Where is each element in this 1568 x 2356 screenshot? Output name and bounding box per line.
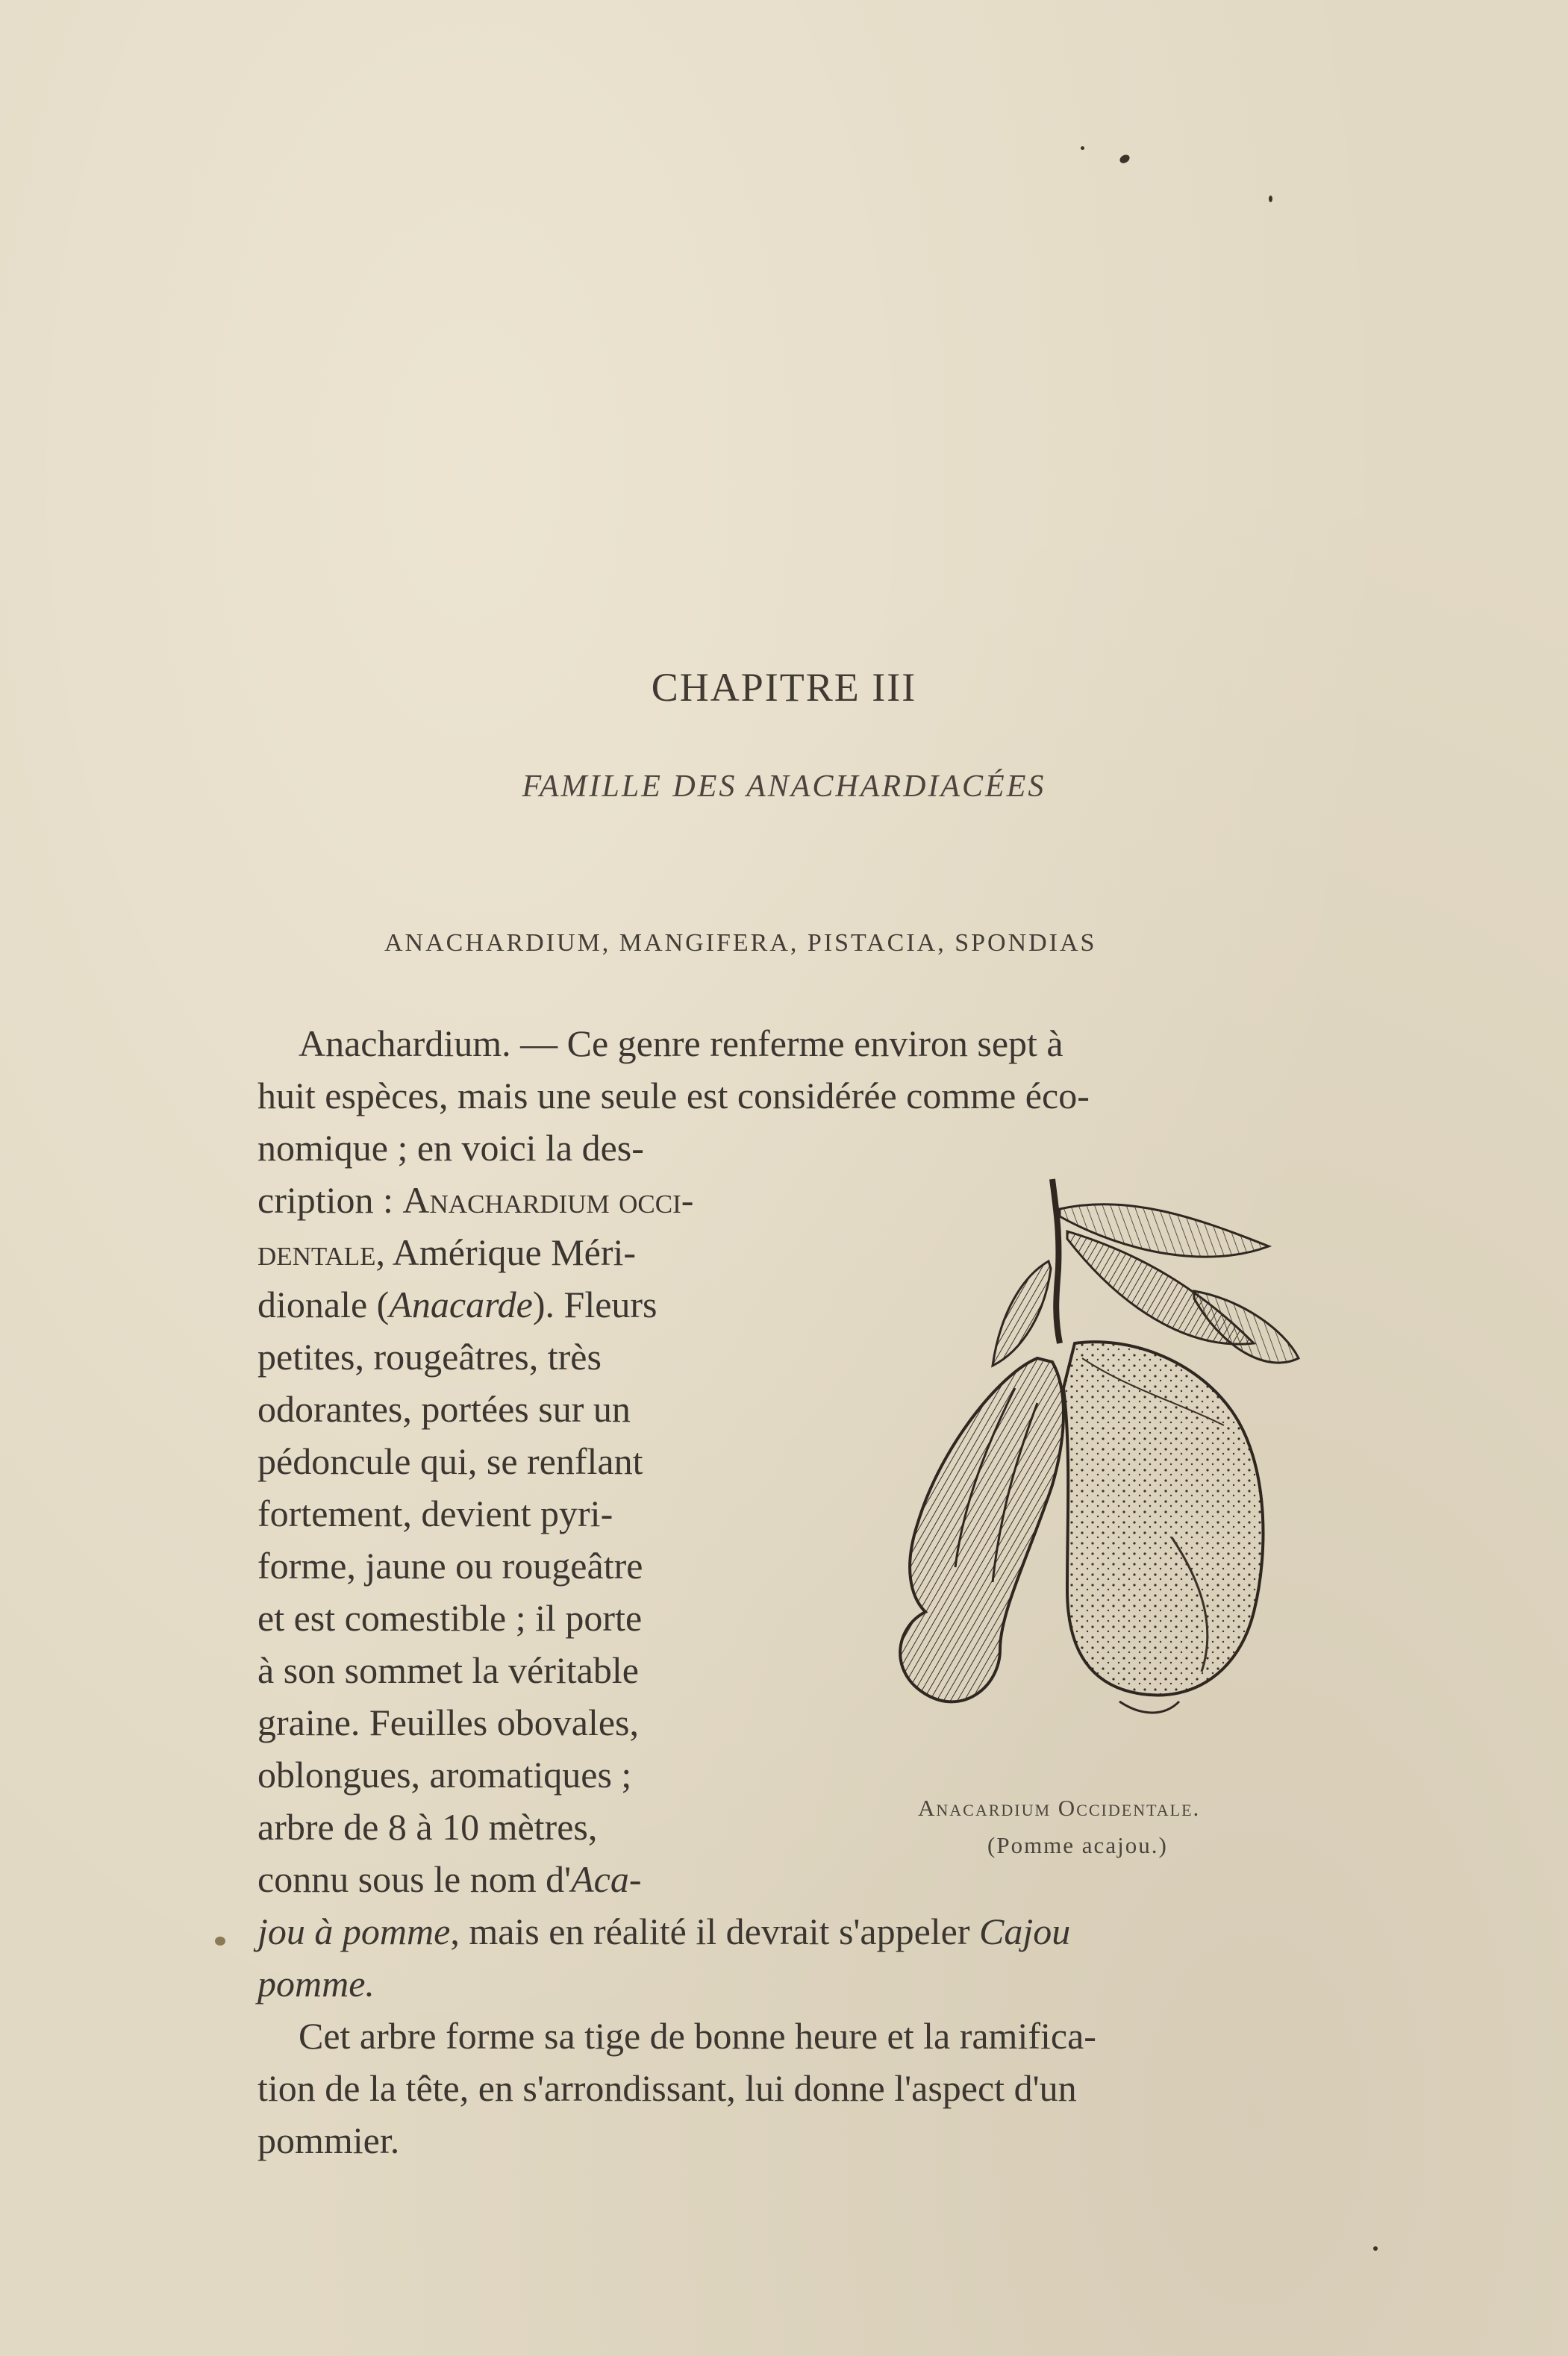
text-line: tion de la tête, en s'arrondissant, lui donne l'aspect d'un [257,2067,1077,2109]
text-line: arbre de 8 à 10 mètres, [257,1806,598,1848]
text-line [257,1853,641,1905]
family-heading: FAMILLE DES ANACHARDIACÉES [522,769,1046,804]
text-line: huit espèces, mais une seule est considérée comme éco- [257,1075,1090,1116]
common-name: Cajou [979,1910,1071,1952]
common-name: jou à pomme [257,1910,451,1952]
figure-caption: Anacardium Occidentale. [918,1795,1201,1821]
ink-speck [1269,196,1272,202]
cashew-illustration [881,1164,1343,1780]
text-line: petites, rougeâtres, très [257,1336,602,1378]
text-line [257,1174,693,1226]
text-span: — Ce genre renferme environ sept à [510,1022,1063,1064]
text-span: , mais en réalité il devrait s'appeler [450,1910,980,1952]
text-line: à son sommet la véritable [257,1649,639,1691]
text-line: odorantes, portées sur un [257,1388,631,1430]
text-line: fortement, devient pyri- [257,1493,613,1534]
common-name: Anacarde [389,1284,533,1325]
text-line: graine. Feuilles obovales, [257,1702,639,1743]
text-line [299,1017,1063,1069]
ink-speck [1118,153,1131,165]
text-line [257,1226,636,1278]
ink-speck [215,1937,225,1946]
species-name: dentale [257,1231,376,1273]
text-line: pommier. [257,2119,400,2161]
text-line: oblongues, aromatiques ; [257,1754,632,1796]
text-line: Cet arbre forme sa tige de bonne heure et la ramifica- [299,2015,1096,2057]
text-line [257,1278,658,1331]
common-name: Aca- [571,1858,642,1900]
text-line: pomme. [257,1963,375,2005]
text-line: forme, jaune ou rougeâtre [257,1545,643,1587]
species-name: Anachardium occi- [402,1179,694,1221]
ink-speck [1373,2246,1378,2251]
text-span: dionale ( [257,1284,390,1325]
text-span: cription : [257,1179,403,1221]
text-line [257,1905,1070,1957]
text-line: pédoncule qui, se renflant [257,1440,643,1482]
figure-subcaption: (Pomme acajou.) [987,1832,1168,1858]
ink-speck [1081,146,1084,150]
text-span: connu sous le nom d' [257,1858,572,1900]
text-span: ). Fleurs [532,1284,658,1325]
text-line: nomique ; en voici la des- [257,1127,644,1169]
chapter-title: CHAPITRE III [651,665,917,710]
text-line: et est comestible ; il porte [257,1597,643,1639]
genus-name: Anachardium. [299,1022,511,1064]
genera-list: ANACHARDIUM, MANGIFERA, PISTACIA, SPONDIAS [384,929,1097,957]
text-span: , Amérique Méri- [375,1231,637,1273]
